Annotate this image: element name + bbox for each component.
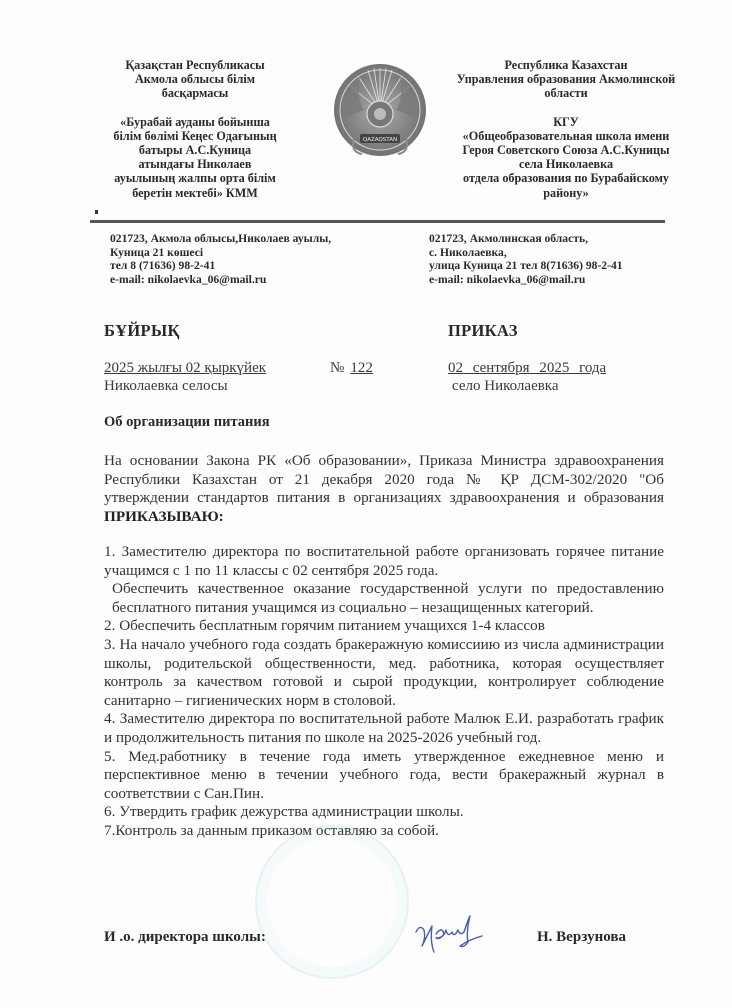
order-subject: Об организации питания <box>104 414 270 430</box>
header-right-school-line: села Николаевка <box>518 157 614 172</box>
preamble-command: ПРИКАЗЫВАЮ: <box>104 507 224 525</box>
header-left-org-line: Қазақстан Республикасы <box>125 58 265 72</box>
order-date-kz: 2025 жылғы 02 қыркүйек <box>104 360 267 376</box>
header-right-school-line: «Общеобразовательная школа имени <box>462 128 670 143</box>
header-left-school-line: атындағы Николаев <box>138 157 252 172</box>
address-line: 021723, Акмола облысы,Николаев ауылы, <box>110 232 332 245</box>
header-left-school-line: ауылының жалпы орта білім <box>114 171 276 186</box>
header-left-school-line: батыры А.С.Куница <box>138 143 252 158</box>
address-email: e-mail: nikolaevka_06@mail.ru <box>429 272 586 286</box>
address-line: Куница 21 көшесі <box>110 245 204 259</box>
header-left-org-line: Акмола облысы білім <box>134 72 256 87</box>
svg-text:QAZAQSTAN: QAZAQSTAN <box>362 137 398 143</box>
header-divider <box>90 220 665 223</box>
order-number <box>330 360 379 377</box>
address-line: 021723, Акмолинская область, <box>429 232 588 245</box>
header-left-org-line: басқармасы <box>161 86 229 101</box>
address-email: e-mail: nikolaevka_06@mail.ru <box>110 272 267 286</box>
order-number-prefix: № <box>330 360 345 376</box>
header-left-school-line: білім бөлімі Кеңес Одағының <box>113 128 277 143</box>
order-item: 2. Обеспечить бесплатным горячим питанием учащихся 1-4 классов <box>104 617 545 635</box>
header-right-school-line: КГУ <box>553 114 579 129</box>
header-right-org-line: Республика Казахстан <box>504 58 628 72</box>
header-left-school-line: «Бурабай ауданы бойынша <box>120 114 270 129</box>
address-right <box>429 232 623 286</box>
address-left <box>110 232 331 286</box>
header-right-ru <box>450 58 682 200</box>
order-item: 5. Мед.работнику в течение года иметь утвержденное ежедневное меню и перспективное меню в течении учебного года, вести бракеражный журнал в соответствии с Сан.Пин. <box>104 747 664 802</box>
signatory-name: Н. Верзунова <box>537 929 626 945</box>
order-place-ru: село Николаевка <box>452 378 559 394</box>
order-item: Обеспечить качественное оказание государственной услуги по предоставлению бесплатного питания учащимся из социально – незащищенных категорий. <box>112 580 664 616</box>
faint-stamp-icon <box>255 825 409 979</box>
order-title-kz: БҰЙРЫҚ <box>104 321 180 340</box>
kazakhstan-emblem-icon <box>330 48 430 180</box>
order-item: 6. Утвердить график дежурства администрации школы. <box>104 803 464 821</box>
order-item: 7.Контроль за данным приказом оставляю за собой. <box>104 821 439 839</box>
header-right-school-line: району» <box>543 185 589 200</box>
mark-dot <box>95 210 98 214</box>
signatory-title: И .о. директора школы: <box>104 929 266 945</box>
order-item: 1. Заместителю директора по воспитательной работе организовать горячее питание учащимся с 1 по 11 классы с 02 сентября 2025 года. <box>104 543 664 579</box>
header-right-org-line: области <box>544 86 588 101</box>
preamble-text: На основании Закона РК «Об образовании», Приказа Министра здравоохранения Республики Казахстан от 21 декабря 2020 года № ҚР ДСМ-302/2020 "Об утверждении стандартов питания в организациях здравоохранения и образования <box>104 452 664 507</box>
handwritten-signature-icon <box>410 912 490 960</box>
header-right-school-line: Героя Советского Союза А.С.Куницы <box>462 143 670 158</box>
order-number-value: 122 <box>350 360 373 376</box>
order-items <box>104 543 664 841</box>
order-date-ru: 02 сентября 2025 года <box>448 360 607 376</box>
order-title-ru: ПРИКАЗ <box>448 321 518 340</box>
order-preamble <box>104 452 664 526</box>
order-place-kz: Николаевка селосы <box>104 378 228 394</box>
address-line: тел 8 (71636) 98-2-41 <box>110 259 216 273</box>
address-line: с. Николаевка, <box>429 245 507 259</box>
header-right-org-line: Управления образования Акмолинской <box>456 72 676 87</box>
header-left-kz <box>95 58 295 200</box>
header-right-school-line: отдела образования по Бурабайскому <box>463 171 669 186</box>
order-item: 3. На начало учебного года создать бракеражную комиссиию из числа администрации школы, родительской общественности, мед. работника, которая осуществляет контроль за качеством готовой и сырой продукции, контролирует соблюдение санитарно – гигиенических норм в столовой. <box>104 635 664 709</box>
header-left-school-line: беретін мектебі» КММ <box>132 185 258 200</box>
order-item: 4. Заместителю директора по воспитательной работе Малюк Е.И. разработать график и продолжительность питания по школе на 2025-2026 учебный год. <box>104 710 664 746</box>
address-line: улица Куница 21 тел 8(71636) 98-2-41 <box>429 259 623 273</box>
